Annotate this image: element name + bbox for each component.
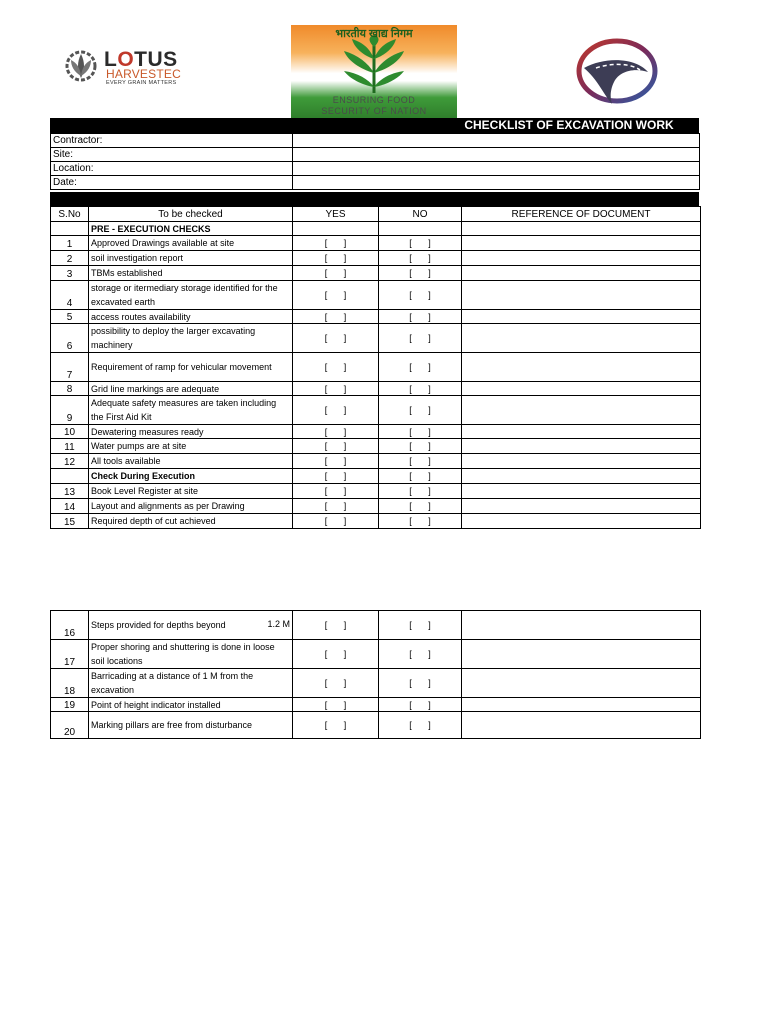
yes-checkbox[interactable]: [ ]	[293, 640, 379, 669]
no-checkbox[interactable]: [ ]	[379, 484, 462, 499]
table-row: 18 Barricading at a distance of 1 M from the excavation [ ] [ ]	[51, 669, 701, 698]
section-pre-execution: PRE - EXECUTION CHECKS	[89, 222, 293, 236]
yes-checkbox[interactable]: [ ]	[293, 698, 379, 712]
header-no: NO	[379, 207, 462, 222]
yes-checkbox[interactable]: [ ]	[293, 353, 379, 382]
no-checkbox[interactable]: [ ]	[379, 396, 462, 425]
table-row: 16 Steps provided for depths beyond 1.2 M [ ] [ ]	[51, 611, 701, 640]
yes-checkbox[interactable]: [ ]	[293, 611, 379, 640]
reference-field[interactable]	[462, 499, 701, 514]
reference-field[interactable]	[462, 396, 701, 425]
table-row: 3 TBMs established [ ] [ ]	[51, 266, 701, 281]
no-checkbox[interactable]: [ ]	[379, 698, 462, 712]
yes-checkbox[interactable]: [ ]	[293, 439, 379, 454]
reference-field[interactable]	[462, 611, 701, 640]
contractor-field[interactable]	[293, 134, 700, 148]
reference-field[interactable]	[462, 324, 701, 353]
table-row: 9 Adequate safety measures are taken including the First Aid Kit [ ] [ ]	[51, 396, 701, 425]
yes-checkbox[interactable]: [ ]	[293, 425, 379, 439]
table-row: 17 Proper shoring and shuttering is done in loose soil locations [ ] [ ]	[51, 640, 701, 669]
fci-hindi-text: भारतीय खाद्य निगम	[335, 28, 413, 40]
reference-field[interactable]	[462, 266, 701, 281]
no-checkbox[interactable]: [ ]	[379, 669, 462, 698]
reference-field[interactable]	[462, 310, 701, 324]
table-row: 19 Point of height indicator installed [ ] [ ]	[51, 698, 701, 712]
no-checkbox[interactable]: [ ]	[379, 514, 462, 529]
table-row: 13 Book Level Register at site [ ] [ ]	[51, 484, 701, 499]
no-checkbox[interactable]: [ ]	[379, 310, 462, 324]
reference-field[interactable]	[462, 425, 701, 439]
reference-field[interactable]	[462, 514, 701, 529]
table-row: 5 access routes availability [ ] [ ]	[51, 310, 701, 324]
header-item: To be checked	[89, 207, 293, 222]
no-checkbox[interactable]: [ ]	[379, 353, 462, 382]
reference-field[interactable]	[462, 251, 701, 266]
info-table	[50, 133, 700, 190]
table-row: 2 soil investigation report [ ] [ ]	[51, 251, 701, 266]
header-yes: YES	[293, 207, 379, 222]
yes-checkbox[interactable]: [ ]	[293, 236, 379, 251]
no-checkbox[interactable]: [ ]	[379, 469, 462, 484]
fci-tagline-2: SECURITY OF NATION	[321, 106, 427, 116]
lotus-sub: HARVESTEC	[106, 67, 181, 81]
no-checkbox[interactable]: [ ]	[379, 324, 462, 353]
table-row: 8 Grid line markings are adequate [ ] [ ]	[51, 382, 701, 396]
date-field[interactable]	[293, 176, 700, 190]
yes-checkbox[interactable]: [ ]	[293, 396, 379, 425]
no-checkbox[interactable]: [ ]	[379, 236, 462, 251]
reference-field[interactable]	[462, 712, 701, 739]
yes-checkbox[interactable]: [ ]	[293, 514, 379, 529]
reference-field[interactable]	[462, 236, 701, 251]
no-checkbox[interactable]: [ ]	[379, 439, 462, 454]
yes-checkbox[interactable]: [ ]	[293, 310, 379, 324]
location-field[interactable]	[293, 162, 700, 176]
table-row: 15 Required depth of cut achieved [ ] [ ]	[51, 514, 701, 529]
fci-logo	[291, 25, 457, 118]
yes-checkbox[interactable]: [ ]	[293, 281, 379, 310]
page-title: CHECKLIST OF EXCAVATION WORK	[464, 118, 674, 132]
yes-checkbox[interactable]: [ ]	[293, 382, 379, 396]
section-during-execution: Check During Execution	[89, 469, 293, 484]
reference-field[interactable]	[462, 698, 701, 712]
no-checkbox[interactable]: [ ]	[379, 251, 462, 266]
yes-checkbox[interactable]: [ ]	[293, 469, 379, 484]
no-checkbox[interactable]: [ ]	[379, 425, 462, 439]
location-label: Location:	[51, 162, 293, 176]
reference-field[interactable]	[462, 669, 701, 698]
reference-field[interactable]	[462, 454, 701, 469]
wheat-gear-icon	[62, 48, 100, 84]
no-checkbox[interactable]: [ ]	[379, 266, 462, 281]
yes-checkbox[interactable]: [ ]	[293, 324, 379, 353]
lotus-wordmark: LOTUS	[104, 48, 178, 71]
header-sno: S.No	[51, 207, 89, 222]
lotus-harvestec-logo	[62, 46, 192, 90]
date-label: Date:	[51, 176, 293, 190]
table-row: 12 All tools available [ ] [ ]	[51, 454, 701, 469]
no-checkbox[interactable]: [ ]	[379, 382, 462, 396]
yes-checkbox[interactable]: [ ]	[293, 454, 379, 469]
table-row: 11 Water pumps are at site [ ] [ ]	[51, 439, 701, 454]
table-row: 6 possibility to deploy the larger excavating machinery [ ] [ ]	[51, 324, 701, 353]
header-ref: REFERENCE OF DOCUMENT	[462, 207, 701, 222]
separator-bar	[50, 192, 699, 206]
table-row: 1 Approved Drawings available at site [ ] [ ]	[51, 236, 701, 251]
reference-field[interactable]	[462, 640, 701, 669]
site-label: Site:	[51, 148, 293, 162]
no-checkbox[interactable]: [ ]	[379, 454, 462, 469]
no-checkbox[interactable]: [ ]	[379, 611, 462, 640]
yes-checkbox[interactable]: [ ]	[293, 499, 379, 514]
lotus-tagline: EVERY GRAIN MATTERS	[106, 80, 177, 86]
checklist-table-1	[50, 206, 701, 529]
reference-field[interactable]	[462, 484, 701, 499]
no-checkbox[interactable]: [ ]	[379, 281, 462, 310]
yes-checkbox[interactable]: [ ]	[293, 266, 379, 281]
wheat-leaf-icon	[334, 35, 414, 95]
yes-checkbox[interactable]: [ ]	[293, 712, 379, 739]
no-checkbox[interactable]: [ ]	[379, 712, 462, 739]
table-row: 10 Dewatering measures ready [ ] [ ]	[51, 425, 701, 439]
reference-field[interactable]	[462, 382, 701, 396]
no-checkbox[interactable]: [ ]	[379, 640, 462, 669]
site-field[interactable]	[293, 148, 700, 162]
checklist-table-2	[50, 610, 701, 739]
reference-field[interactable]	[462, 353, 701, 382]
road-curve-icon	[576, 38, 658, 108]
table-row: 4 storage or itermediary storage identified for the excavated earth [ ] [ ]	[51, 281, 701, 310]
table-row: 7 Requirement of ramp for vehicular movement [ ] [ ]	[51, 353, 701, 382]
yes-checkbox[interactable]: [ ]	[293, 251, 379, 266]
yes-checkbox[interactable]: [ ]	[293, 484, 379, 499]
fci-tagline-1: ENSURING FOOD	[332, 95, 416, 105]
table-row: 14 Layout and alignments as per Drawing [ ] [ ]	[51, 499, 701, 514]
yes-checkbox[interactable]: [ ]	[293, 669, 379, 698]
reference-field[interactable]	[462, 281, 701, 310]
reference-field[interactable]	[462, 439, 701, 454]
table-row: 20 Marking pillars are free from disturbance [ ] [ ]	[51, 712, 701, 739]
contractor-label: Contractor:	[51, 134, 293, 148]
no-checkbox[interactable]: [ ]	[379, 499, 462, 514]
